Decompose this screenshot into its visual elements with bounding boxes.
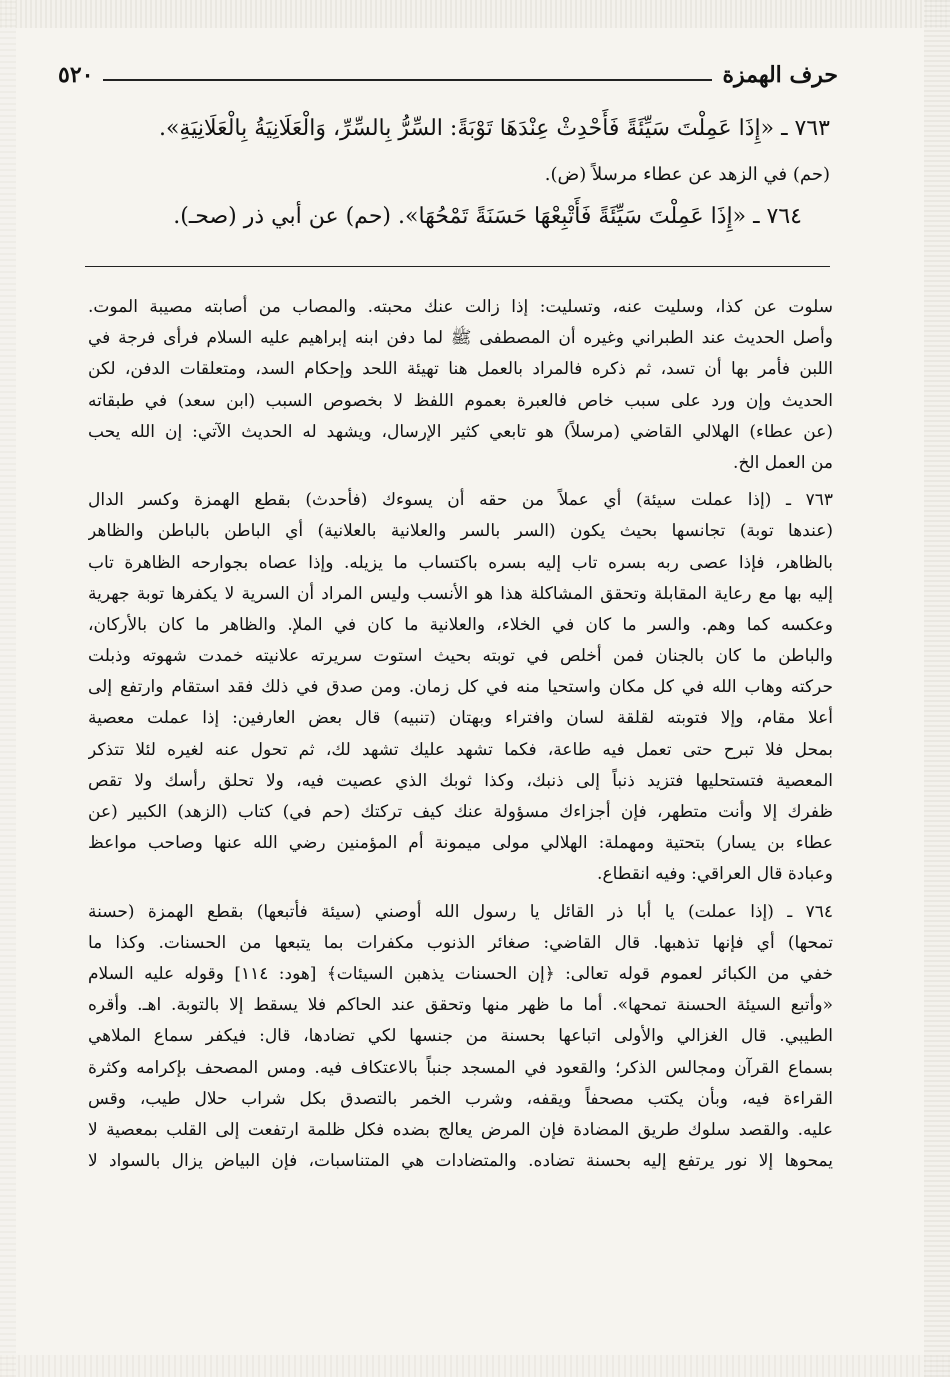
- hadith-764-text: ٧٦٤ ـ «إِذَا عَمِلْتَ سَيِّئَةً فَأَتْبِعْهَا حَسَنَةً تَمْحُهَا». (حم) عن أبي ذر (صحـ).: [173, 204, 802, 229]
- commentary-763-line: ٧٦٣ ـ (إذا عملت سيئة) أي عملاً من حقه أن يسوءك (فأحدث) بقطع الهمزة وكسر الدال: [88, 490, 833, 511]
- commentary-line: سلوت عن كذا، وسليت عنه، وتسليت: إذا زالت عنك محبته. والمصاب من أصابته مصيبة الموت.: [88, 297, 833, 317]
- commentary-block: [88, 292, 833, 1177]
- commentary-line: (عن عطاء) الهلالي القاضي (مرسلاً) هو تابعي كثير الإرسال، ويشهد له الحديث الآتي: إن الله يحب: [88, 421, 833, 442]
- hadith-763-source: (حم) في الزهد عن عطاء مرسلاً (ض).: [544, 164, 830, 185]
- scan-edge-left: [0, 0, 16, 1377]
- commentary-763-line: حركته وهاب الله في كل مكان واستحيا منه في كل زمان. ومن صدق في ذلك فقد استقام وارتفع إلى: [88, 677, 833, 698]
- chapter-title: حرف الهمزة: [712, 58, 838, 92]
- commentary-line: من العمل الخ.: [733, 452, 833, 473]
- scan-edge-right: [924, 0, 950, 1377]
- commentary-763-line: عطاء بن يسار) بتحتية ومهملة: الهلالي مولى ميمونة أم المؤمنين رضي الله عنها وصاحب مواعظ: [88, 833, 833, 854]
- hadith-text-block: [70, 112, 830, 246]
- hadith-763-text: ٧٦٣ ـ «إِذَا عَمِلْتَ سَيِّئَةً فَأَحْدِثْ عِنْدَهَا تَوْبَةً: السِّرُّ بِالسِّرِّ، وَالْعَلَانِيَةُ بِالْعَلَانِيَةِ».: [158, 116, 830, 141]
- commentary-763-line: إليه بها مع رعاية المقابلة وتحقق المشاكلة هذا هو الأنسب وليس المراد أن السرية لا يكفرها توبة جهرية: [88, 583, 833, 604]
- commentary-764-line: الطيبي. قال الغزالي والأولى اتباعها بحسنة من جنسها لكي تضادها، قال: فيكفر سماع الملاهي: [88, 1026, 833, 1047]
- commentary-764-line: يمحوها إلا نور يرتفع إليه بحسنة تضاده. والمتضادات هي المتناسبات، فإن البياض يزال بالسواد لا: [88, 1151, 833, 1172]
- commentary-line: الحديث وإن ورد على سبب خاص فالعبرة بعموم اللفظ لا بخصوص السبب (ابن سعد) في طبقاته: [88, 390, 833, 411]
- footnote-separator: [85, 266, 830, 267]
- commentary-764-line: «وأتبع السيئة الحسنة تمحها». أما ما ظهر منها وتحقق عند الحاكم فلا يسقط إلا بالتوبة. اهـ. وأقره: [88, 995, 833, 1016]
- commentary-763-line: ظفرك إلا وأنت متطهر، فإن أجزاءك مسؤولة عنك كيف تركتك (حم في) كتاب (الزهد) الكبير (عن: [88, 802, 833, 822]
- commentary-764-line: بسماع القرآن ومجالس الذكر؛ والقعود في المسجد جنباً بالاعتكاف فيه. ومس المصحف بإكرامه وكثرة: [88, 1057, 833, 1078]
- scan-edge-top: [0, 0, 950, 28]
- commentary-763-line: (عندها توبة) تجانسها بحيث يكون (السر بالسر والعلانية بالعلانية) أي الباطن بالباطن والظاهر: [88, 521, 833, 542]
- commentary-763-line: وعكسه كما وهم. والسر ما كان في الخلاء، والعلانية ما كان في الملإ. والظاهر ما كان بالأركان،: [88, 614, 833, 635]
- page-number: ٥٢٠: [58, 58, 103, 92]
- commentary-764-line: خفي من الكبائر لعموم قوله تعالى: ﴿إن الحسنات يذهبن السيئات﴾ [هود: ١١٤] وقوله عليه السلام: [88, 963, 833, 984]
- commentary-764-line: القراءة فيه، وبأن يكتب مصحفاً ويقفه، وشرب الخمر بالتصدق بكل شراب حلال طيب، وقس: [88, 1088, 833, 1109]
- commentary-line: اللبن فأمر بها أن تسد، ثم ذكره فالمراد بالعمل هنا تهيئة اللحد وإحكام السد، ومتعلقات الدفن، لكن: [88, 359, 833, 380]
- commentary-763-line: أعلا مقام، وإلا فتوبته لقلقة لسان وافتراء وبهتان (تنبيه) قال بعض العارفين: إذا عملت معصية: [88, 708, 833, 729]
- commentary-763-line: بمحل فلا تبرح حتى تعمل فيه طاعة، فكما تشهد عليك تشهد لك، ثم تحول عنه لغيره لئلا تتذكر: [88, 739, 833, 760]
- commentary-line: وأصل الحديث عند الطبراني وغيره أن المصطفى ﷺ لما دفن ابنه إبراهيم عليه السلام فرأى فرجة في: [88, 328, 833, 349]
- commentary-763-line: بالظاهر، فإذا عصى ربه بسره تاب إليه بسره باكتساب ما يزيله. وإذا عصاه بجوارحه الظاهرة تاب: [88, 552, 833, 573]
- commentary-763-line: والباطن ما كان بالجنان فمن أخلص في توبته بحيث استوت سريرته علانيته خمدت شهوته وذبلت: [88, 646, 833, 667]
- page-header: [58, 58, 838, 92]
- commentary-763-line: المعصية فتستحليها فتزيد ذنباً إلى ذنبك، وكذا ثوبك الذي عصيت فيه، ولا تحلق رأسك ولا تقص: [88, 770, 833, 791]
- commentary-764-line: ٧٦٤ ـ (إذا عملت) يا أبا ذر القائل يا رسول الله أوصني (سيئة فأتبعها) بقطع الهمزة (حسنة: [88, 901, 833, 922]
- scan-edge-bottom: [0, 1355, 950, 1377]
- commentary-763-line: وعبادة قال العراقي: وفيه انقطاع.: [597, 864, 833, 885]
- commentary-764-line: عليه. والقصد سلوك طريق المضادة فإن المرض يعالج بضده فكل ظلمة ارتفعت إلى القلب بمعصية لا: [88, 1119, 833, 1140]
- commentary-764-line: تمحها) أي فإنها تذهبها. قال القاضي: صغائر الذنوب مكفرات بما يتبعها من الحسنات. وكذا ما: [88, 932, 833, 953]
